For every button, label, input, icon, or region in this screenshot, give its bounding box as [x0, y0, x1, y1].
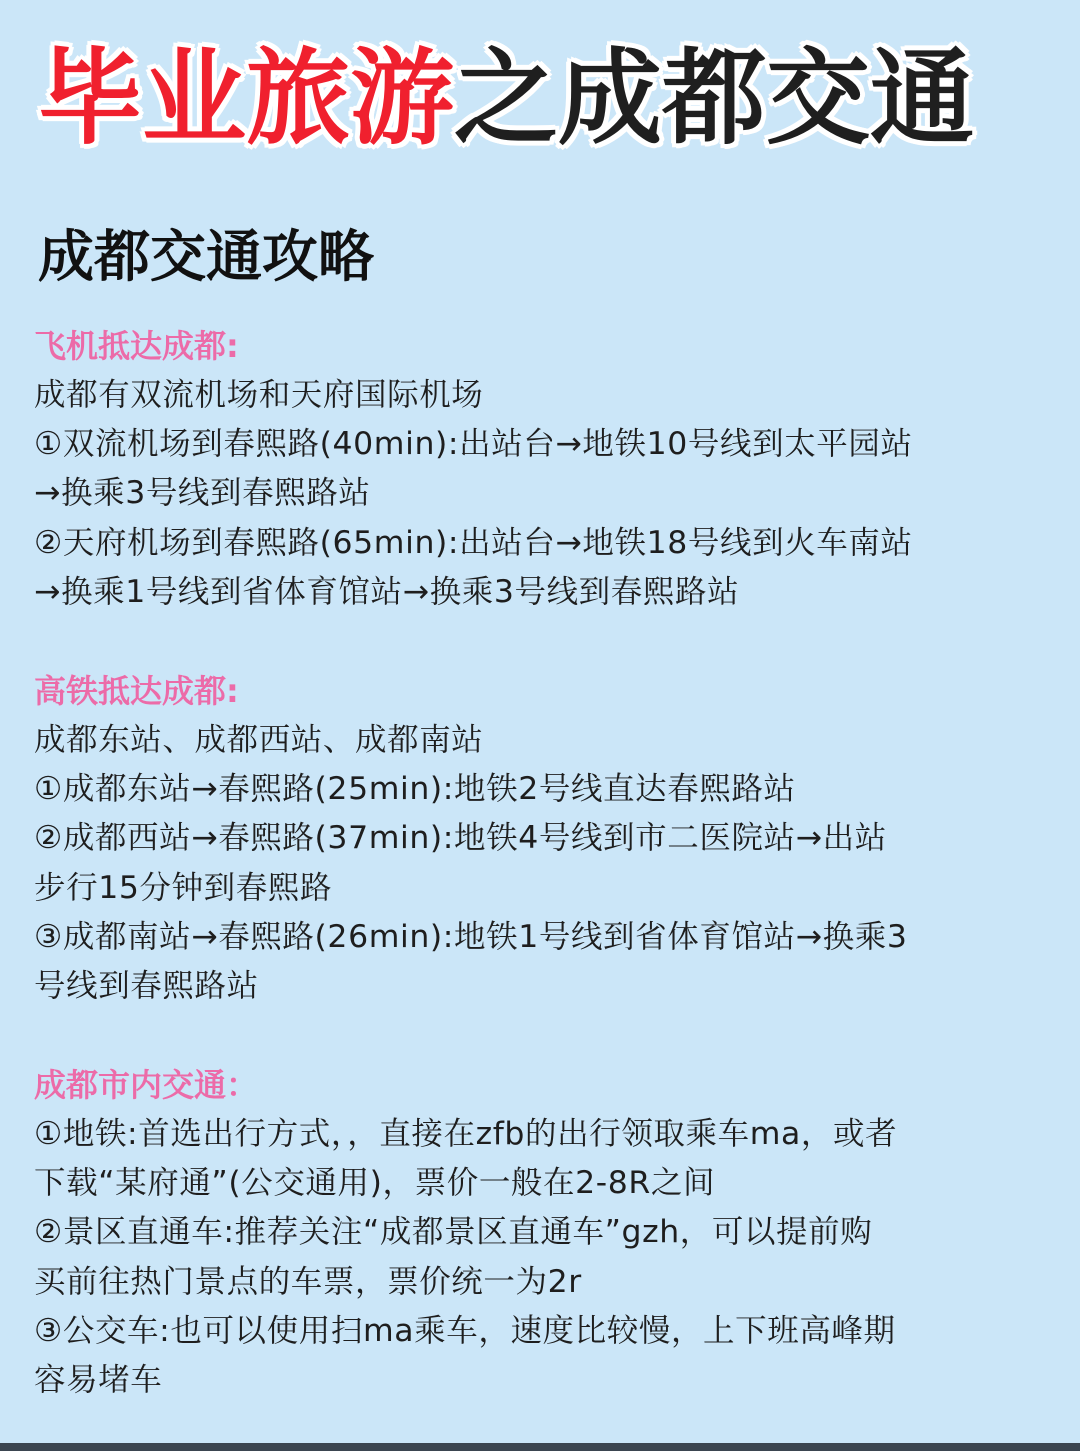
text-line: 买前往热门景点的车票，票价统一为2r	[34, 1263, 582, 1300]
section-heading: 飞机抵达成都:	[34, 327, 239, 365]
bottom-bar	[0, 1443, 1080, 1451]
page-title	[38, 38, 1058, 158]
text-line: ③成都南站→春熙路(26min):地铁1号线到省体育馆站→换乘3	[34, 918, 908, 955]
text-line: 容易堵车	[34, 1362, 163, 1399]
text-line: ②成都西站→春熙路(37min):地铁4号线到市二医院站→出站	[34, 820, 887, 857]
text-line: ①地铁:首选出行方式，，直接在zfb的出行领取乘车ma，或者	[34, 1116, 898, 1152]
text-line: ①双流机场到春熙路(40min):出站台→地铁10号线到太平园站	[34, 426, 913, 463]
text-line: ②景区直通车:推荐关注“成都景区直通车”gzh，可以提前购	[34, 1214, 873, 1251]
text-line: 步行15分钟到春熙路	[34, 869, 333, 906]
section-airplane	[34, 322, 1064, 617]
title-dark-part: 之成都交通	[454, 37, 975, 159]
text-line: →换乘3号线到春熙路站	[34, 475, 371, 512]
text-line: →换乘1号线到省体育馆站→换乘3号线到春熙路站	[34, 573, 740, 610]
text-line: 下载“某府通”(公交通用)，票价一般在2-8R之间	[34, 1165, 716, 1202]
text-line: 号线到春熙路站	[34, 968, 259, 1005]
section-heading: 高铁抵达成都:	[34, 672, 239, 710]
text-line: 成都东站、成都西站、成都南站	[34, 722, 484, 758]
title-red-part: 毕业旅游	[38, 37, 455, 159]
text-line: ②天府机场到春熙路(65min):出站台→地铁18号线到火车南站	[34, 524, 913, 561]
text-line: 成都有双流机场和天府国际机场	[34, 377, 484, 413]
section-city-transport	[34, 1061, 1064, 1405]
text-line: ①成都东站→春熙路(25min):地铁2号线直达春熙路站	[34, 771, 796, 808]
section-high-speed-rail	[34, 667, 1064, 1011]
subtitle: 成都交通攻略	[38, 225, 374, 290]
section-heading: 成都市内交通：	[34, 1066, 259, 1104]
text-line: ③公交车:也可以使用扫ma乘车，速度比较慢，上下班高峰期	[34, 1312, 896, 1349]
